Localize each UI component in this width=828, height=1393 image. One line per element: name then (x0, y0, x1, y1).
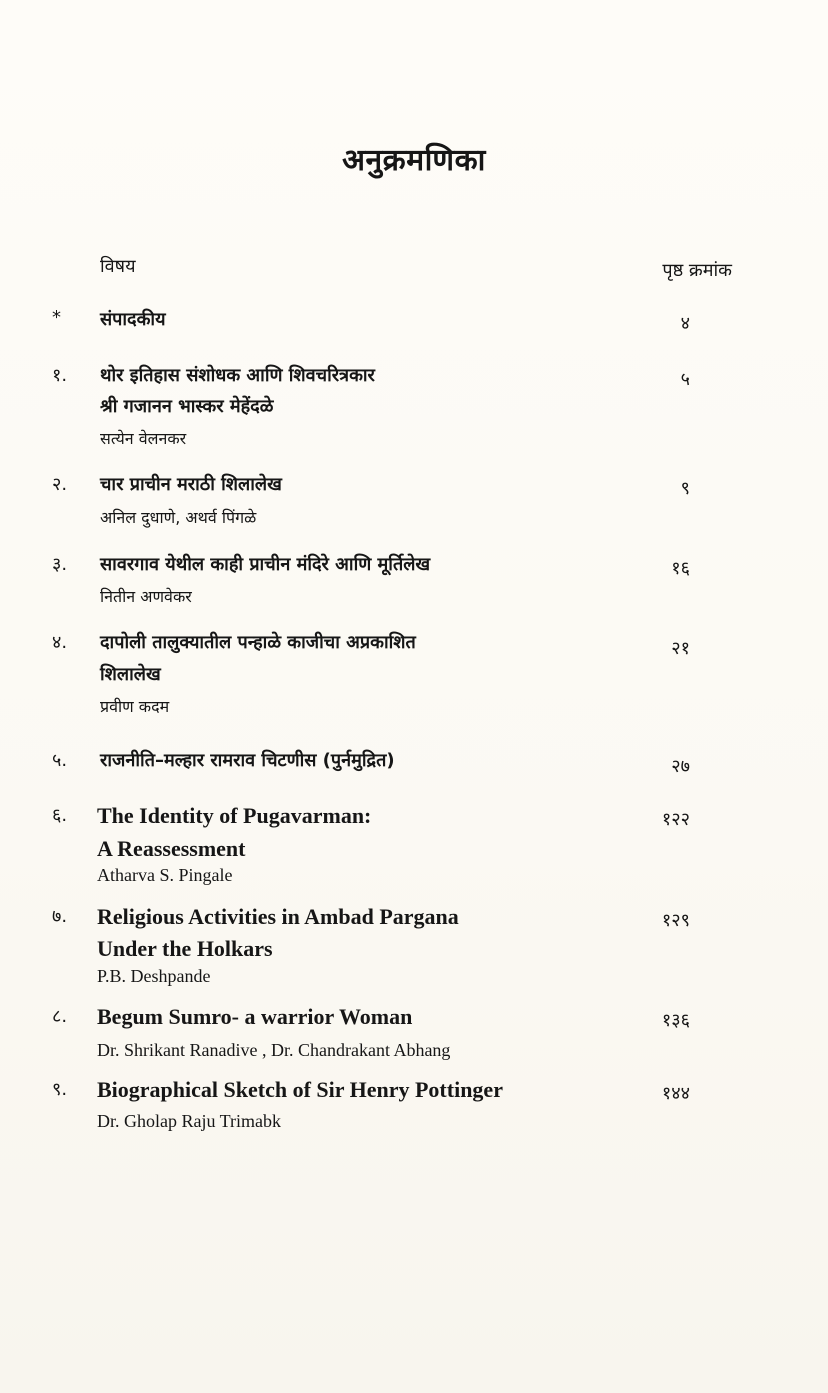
entry-title-line-2: शिलालेख (100, 664, 161, 685)
entry-page: १२९ (661, 910, 690, 931)
entry-title: दापोली तालुक्यातील पन्हाळे काजीचा अप्रकाशित (100, 632, 416, 653)
entry-title: राजनीति–मल्हार रामराव चिटणीस (पुर्नमुद्रित) (100, 750, 395, 771)
entry-author: अनिल दुधाणे, अथर्व पिंगळे (100, 508, 257, 527)
entry-title: थोर इतिहास संशोधक आणि शिवचरित्रकार (100, 365, 375, 386)
entry-title: संपादकीय (100, 309, 166, 330)
entry-page: १३६ (661, 1010, 690, 1031)
entry-title: Religious Activities in Ambad Pargana (97, 904, 459, 929)
entry-author: P.B. Deshpande (97, 966, 211, 986)
entry-page: ५ (680, 369, 690, 390)
entry-number: * (52, 307, 61, 328)
subject-header: विषय (100, 256, 136, 277)
entry-author: सत्येन वेलनकर (100, 429, 187, 448)
entry-author: Dr. Gholap Raju Trimabk (97, 1111, 282, 1131)
entry-page: १४४ (661, 1083, 690, 1104)
entry-title: Biographical Sketch of Sir Henry Pottinger (97, 1077, 503, 1102)
page-title: अनुक्रमणिका (342, 143, 486, 178)
entry-page: ९ (680, 478, 690, 499)
entry-title: चार प्राचीन मराठी शिलालेख (100, 474, 282, 495)
entry-page: १२२ (661, 809, 690, 830)
entry-number: २. (52, 474, 68, 495)
entry-number: १. (52, 365, 68, 386)
entry-page: १६ (671, 558, 690, 579)
entry-title: The Identity of Pugavarman: (97, 803, 372, 828)
entry-title-line-2: Under the Holkars (97, 936, 273, 961)
entry-page: २७ (671, 756, 690, 777)
entry-author: Atharva S. Pingale (97, 865, 233, 885)
entry-number: ६. (52, 805, 68, 826)
entry-author: Dr. Shrikant Ranadive , Dr. Chandrakant Abhang (97, 1040, 451, 1060)
entry-title-line-2: A Reassessment (97, 836, 246, 861)
entry-number: ५. (52, 750, 68, 771)
entry-number: ८. (52, 1006, 68, 1027)
entry-number: ७. (52, 906, 68, 927)
entry-page: २१ (671, 638, 690, 659)
entry-number: ३. (52, 554, 68, 575)
entry-number: ४. (52, 632, 68, 653)
entry-number: ९. (52, 1079, 68, 1100)
entry-author: प्रवीण कदम (100, 697, 170, 716)
entry-page: ४ (680, 313, 690, 334)
page-number-header: पृष्ठ क्रमांक (662, 260, 732, 281)
entry-title: सावरगाव येथील काही प्राचीन मंदिरे आणि मूर्तिलेख (100, 554, 431, 575)
entry-author: नितीन अणवेकर (100, 587, 192, 606)
entry-title-line-2: श्री गजानन भास्कर मेहेंदळे (100, 396, 274, 417)
entry-title: Begum Sumro- a warrior Woman (97, 1004, 413, 1029)
